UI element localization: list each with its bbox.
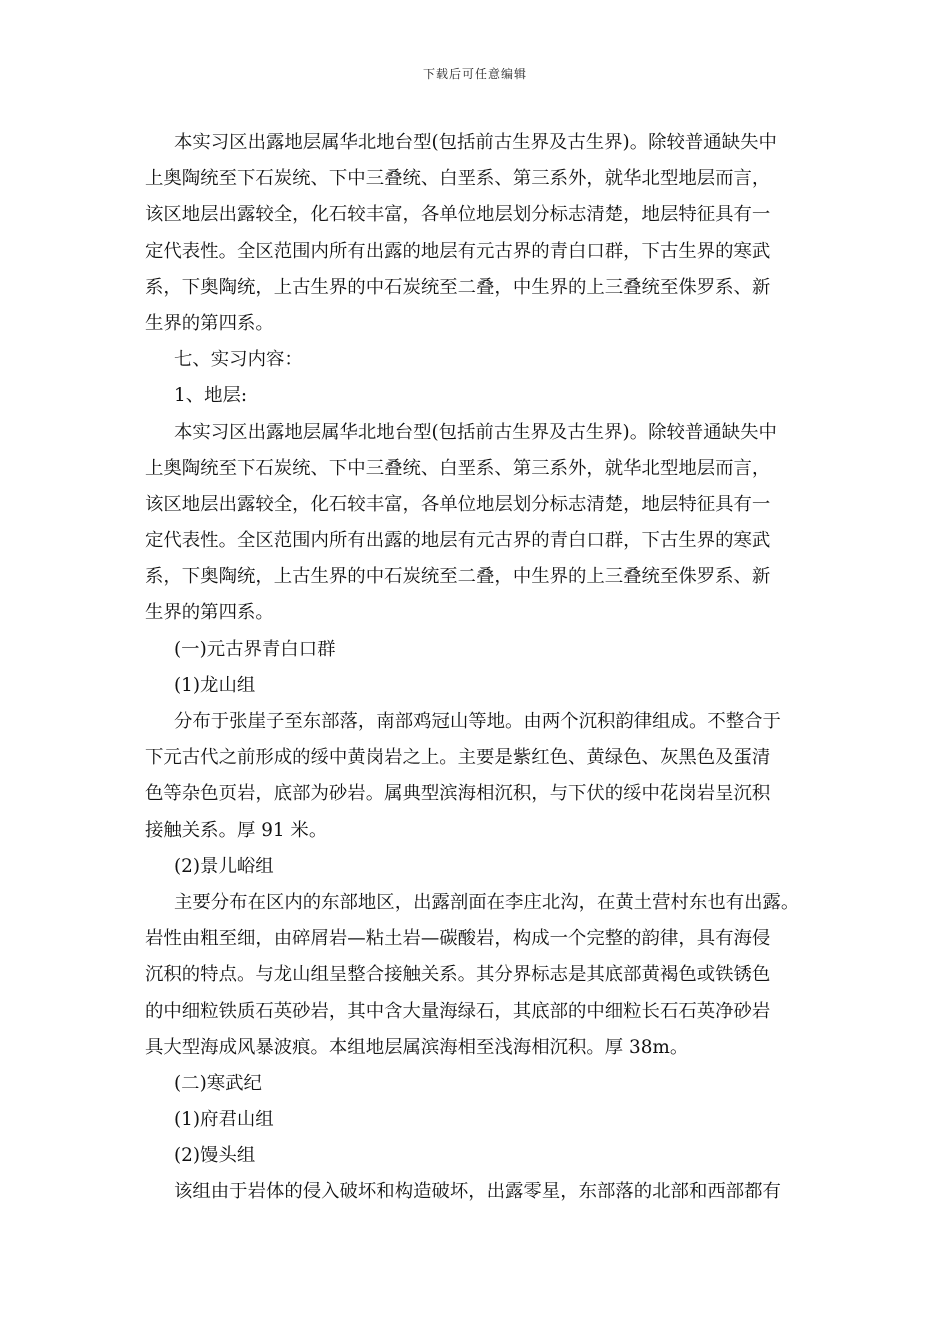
subsection-heading: (二)寒武纪: [174, 1072, 262, 1094]
text-line: 系，下奥陶统，上古生界的中石炭统至二叠，中生界的上三叠统至侏罗系、新: [145, 276, 771, 298]
subsection-heading: (2)景儿峪组: [174, 855, 274, 877]
text-line: 主要分布在区内的东部地区，出露剖面在李庄北沟，在黄土营村东也有出露。: [174, 891, 800, 913]
subsection-heading: (1)龙山组: [174, 674, 256, 696]
text-line: 接触关系。厚 91 米。: [145, 819, 328, 841]
text-line: 生界的第四系。: [145, 312, 274, 334]
subsection-heading: (2)馒头组: [174, 1145, 256, 1167]
text-line: 系，下奥陶统，上古生界的中石炭统至二叠，中生界的上三叠统至侏罗系、新: [145, 566, 771, 588]
page-header: 下载后可任意编辑: [422, 67, 527, 81]
text-line: 本实习区出露地层属华北地台型(包括前古生界及古生界)。除较普通缺失中: [174, 132, 777, 153]
text-line: 具大型海成风暴波痕。本组地层属滨海相至浅海相沉积。厚 38m。: [145, 1036, 689, 1058]
text-line: 上奥陶统至下石炭统、下中三叠统、白垩系、第三系外，就华北型地层而言，: [145, 168, 771, 190]
text-line: 定代表性。全区范围内所有出露的地层有元古界的青白口群，下古生界的寒武: [145, 530, 771, 552]
subsection-heading: 1、地层:: [174, 385, 248, 407]
text-line: 分布于张崖子至东部落，南部鸡冠山等地。由两个沉积韵律组成。不整合于: [174, 711, 781, 732]
text-line: 该区地层出露较全，化石较丰富，各单位地层划分标志清楚，地层特征具有一: [145, 493, 771, 515]
text-line: 沉积的特点。与龙山组呈整合接触关系。其分界标志是其底部黄褐色或铁锈色: [145, 964, 771, 986]
text-line: 的中细粒铁质石英砂岩，其中含大量海绿石，其底部的中细粒长石石英净砂岩: [145, 1000, 771, 1022]
subsection-heading: (一)元古界青白口群: [174, 638, 336, 660]
text-line: 生界的第四系。: [145, 602, 274, 624]
text-line: 定代表性。全区范围内所有出露的地层有元古界的青白口群，下古生界的寒武: [145, 240, 771, 262]
text-line: 色等杂色页岩，底部为砂岩。属典型滨海相沉积，与下伏的绥中花岗岩呈沉积: [145, 783, 771, 805]
text-line: 岩性由粗至细，由碎屑岩—粘土岩—碳酸岩，构成一个完整的韵律，具有海侵: [145, 928, 771, 950]
subsection-heading: (1)府君山组: [174, 1109, 274, 1131]
text-line: 该区地层出露较全，化石较丰富，各单位地层划分标志清楚，地层特征具有一: [145, 204, 771, 226]
text-line: 上奥陶统至下石炭统、下中三叠统、白垩系、第三系外，就华北型地层而言，: [145, 457, 771, 479]
body-text: [145, 125, 809, 1211]
section-heading: 七、实习内容：: [174, 349, 303, 371]
text-line: 下元古代之前形成的绥中黄岗岩之上。主要是紫红色、黄绿色、灰黑色及蛋清: [145, 747, 771, 769]
text-line: 该组由于岩体的侵入破坏和构造破坏，出露零星，东部落的北部和西部都有: [174, 1181, 781, 1203]
text-line: 本实习区出露地层属华北地台型(包括前古生界及古生界)。除较普通缺失中: [174, 421, 777, 443]
